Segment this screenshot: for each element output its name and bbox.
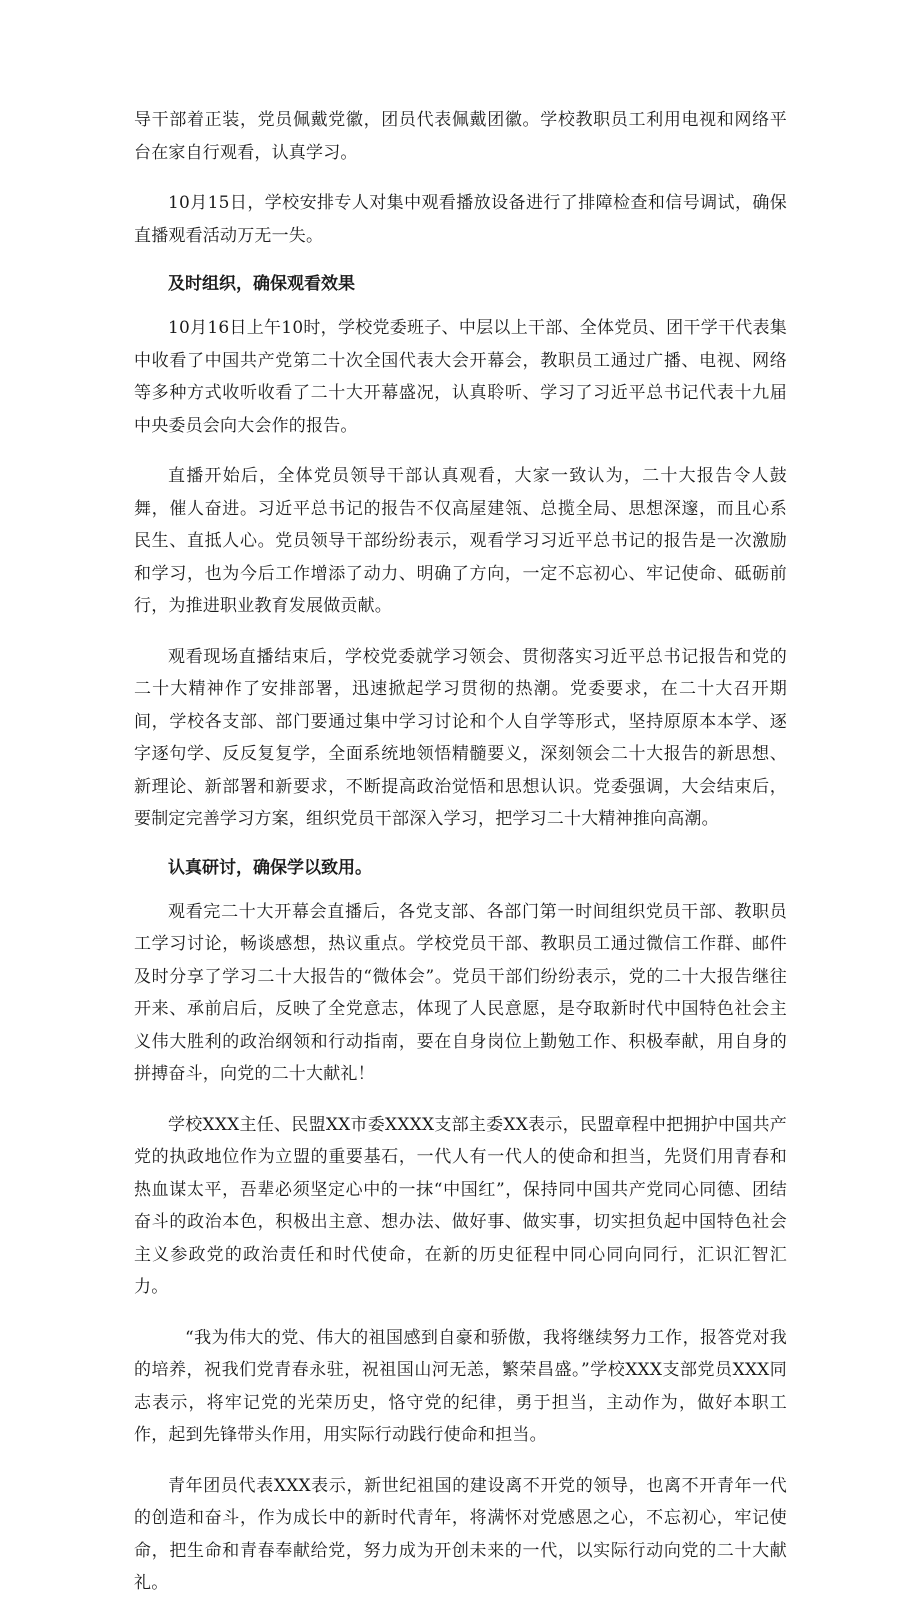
paragraph-league-statement: 学校XXX主任、民盟XX市委XXXX支部主委XX表示，民盟章程中把拥护中国共产党的执政地位作为立盟的重要基石，一代人有一代人的使命和担当，先贤们用青春和热血谋太平，吾辈必须坚定心中的一抹“中国红”，保持同中国共产党同心同德、团结奋斗的政治本色，积极出主意、想办法、做好事、做实事，切实担负起中国特色社会主义参政党的政治责任和时代使命，在新的历史征程中同心同向同行，汇识汇智汇力。 bbox=[134, 1114, 787, 1297]
section-heading-organize: 及时组织，确保观看效果 bbox=[168, 274, 355, 294]
paragraph-member-quote: “我为伟大的党、伟大的祖国感到自豪和骄傲，我将继续努力工作，报答党对我的培养，祝我们党青春永驻，祝祖国山河无恙，繁荣昌盛。”学校XXX支部党员XXX同志表示，将牢记党的光荣历史，恪守党的纪律，勇于担当，主动作为，做好本职工作，起到先锋带头作用，用实际行动践行使命和担当。 bbox=[134, 1327, 787, 1445]
section-heading-discussion: 认真研讨，确保学以致用。 bbox=[168, 857, 372, 878]
paragraph-live-broadcast: 直播开始后，全体党员领导干部认真观看，大家一致认为，二十大报告令人鼓舞，催人奋进。习近平总书记的报告不仅高屋建瓴、总揽全局、思想深邃，而且心系民生、直抵人心。党员领导干部纷纷表示，观看学习习近平总书记的报告是一次激励和学习，也为今后工作增添了动力、明确了方向，一定不忘初心、牢记使命、砥砺前行，为推进职业教育发展做贡献。 bbox=[134, 466, 787, 616]
paragraph-opening-continued: 导干部着正装，党员佩戴党徽，团员代表佩戴团徽。学校教职员工利用电视和网络平台在家自行观看，认真学习。 bbox=[134, 110, 787, 163]
paragraph-equipment-check: 10月15日，学校安排专人对集中观看播放设备进行了排障检查和信号调试，确保直播观看活动万无一失。 bbox=[134, 193, 787, 246]
paragraph-youth-statement: 青年团员代表XXX表示，新世纪祖国的建设离不开党的领导，也离不开青年一代的创造和奋斗，作为成长中的新时代青年，将满怀对党感恩之心，不忘初心，牢记使命，把生命和青春奉献给党，努力成为开创未来的一代，以实际行动向党的二十大献礼。 bbox=[134, 1475, 787, 1593]
paragraph-group-discussion: 观看完二十大开幕会直播后，各党支部、各部门第一时间组织党员干部、教职员工学习讨论，畅谈感想，热议重点。学校党员干部、教职员工通过微信工作群、邮件及时分享了学习二十大报告的“微体会”。党员干部们纷纷表示，党的二十大报告继往开来、承前启后，反映了全党意志，体现了人民意愿，是夺取新时代中国特色社会主义伟大胜利的政治纲领和行动指南，要在自身岗位上勤勉工作、积极奉献，用自身的拼搏奋斗，向党的二十大献礼！ bbox=[134, 901, 787, 1084]
paragraph-deployment: 观看现场直播结束后，学校党委就学习领会、贯彻落实习近平总书记报告和党的二十大精神作了安排部署，迅速掀起学习贯彻的热潮。党委要求，在二十大召开期间，学校各支部、部门要通过集中学习讨论和个人自学等形式，坚持原原本本学、逐字逐句学、反反复复学，全面系统地领悟精髓要义，深刻领会二十大报告的新思想、新理论、新部署和新要求，不断提高政治觉悟和思想认识。党委强调，大会结束后，要制定完善学习方案，组织党员干部深入学习，把学习二十大精神推向高潮。 bbox=[134, 646, 787, 829]
document-page bbox=[134, 104, 787, 1618]
paragraph-collective-viewing: 10月16日上午10时，学校党委班子、中层以上干部、全体党员、团干学干代表集中收看了中国共产党第二十次全国代表大会开幕会，教职员工通过广播、电视、网络等多种方式收听收看了二十大开幕盛况，认真聆听、学习了习近平总书记代表十九届中央委员会向大会作的报告。 bbox=[134, 318, 787, 436]
